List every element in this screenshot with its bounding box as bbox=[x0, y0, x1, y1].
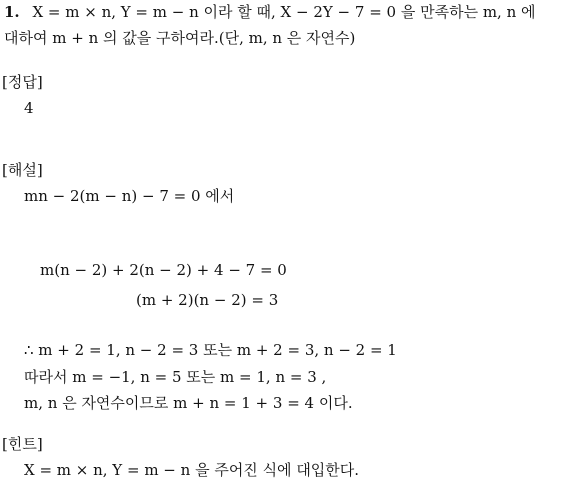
hint-text: X = m × n, Y = m − n 을 주어진 식에 대입한다. bbox=[24, 461, 360, 479]
problem-line-1 bbox=[4, 2, 536, 22]
answer-label: [정답] bbox=[2, 73, 43, 91]
problem-statement: X = m × n, Y = m − n 이라 할 때, X − 2Y − 7 = 0 을 만족하는 m, n 에 bbox=[32, 3, 536, 21]
solution-equation-1: m(n − 2) + 2(n − 2) + 4 − 7 = 0 bbox=[40, 261, 287, 279]
problem-line-2: 대하여 m + n 의 값을 구하여라.(단, m, n 은 자연수) bbox=[4, 29, 356, 47]
solution-intro: mn − 2(m − n) − 7 = 0 에서 bbox=[24, 187, 235, 205]
solution-step-1: ∴ m + 2 = 1, n − 2 = 3 또는 m + 2 = 3, n − 2 = 1 bbox=[24, 341, 397, 359]
solution-label: [해설] bbox=[2, 161, 43, 179]
solution-equation-2: (m + 2)(n − 2) = 3 bbox=[136, 291, 279, 309]
answer-value: 4 bbox=[24, 99, 34, 117]
problem-number: 1. bbox=[4, 3, 20, 21]
solution-step-2: 따라서 m = −1, n = 5 또는 m = 1, n = 3 , bbox=[24, 368, 327, 386]
hint-label: [힌트] bbox=[2, 435, 43, 453]
solution-step-3: m, n 은 자연수이므로 m + n = 1 + 3 = 4 이다. bbox=[24, 394, 353, 412]
